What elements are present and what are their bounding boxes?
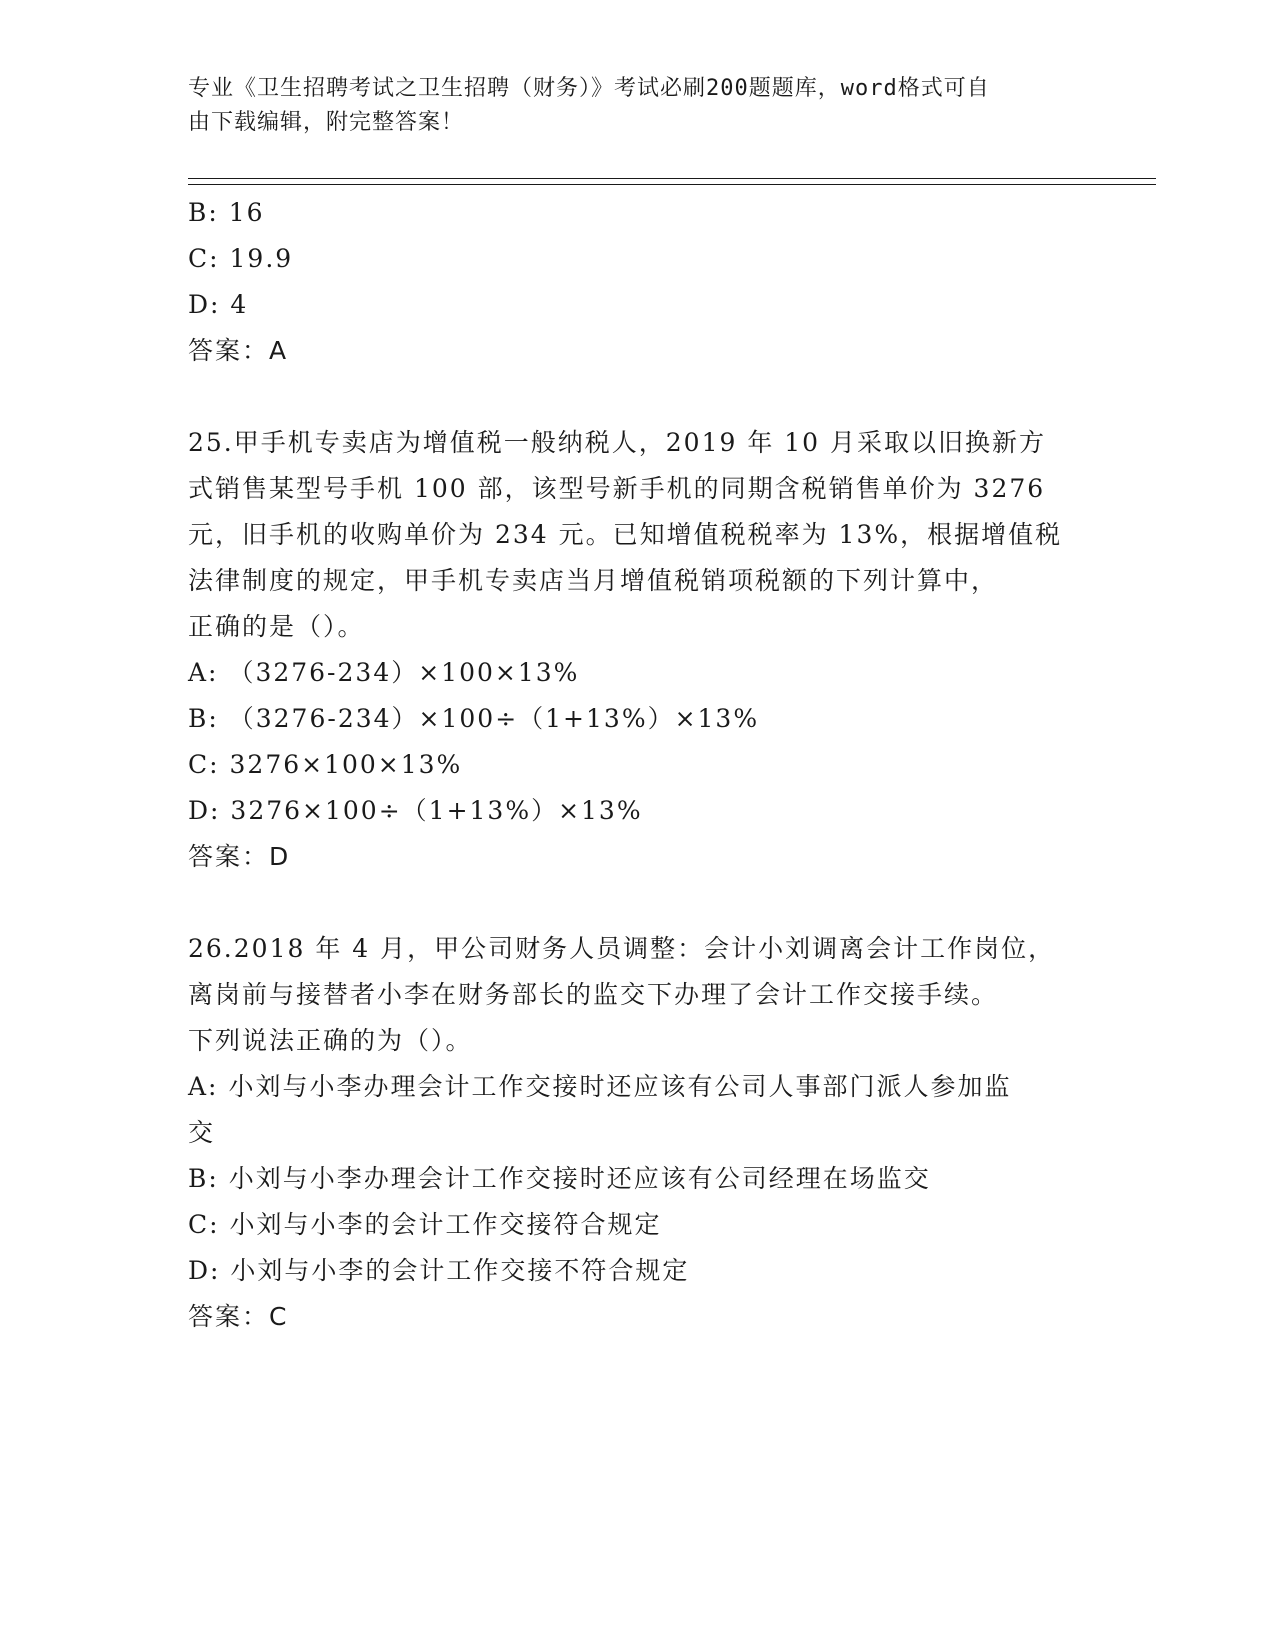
question-stem-line: 26.2018 年 4 月，甲公司财务人员调整：会计小刘调离会计工作岗位， — [188, 934, 1056, 963]
question-stem-line: 法律制度的规定，甲手机专卖店当月增值税销项税额的下列计算中， — [188, 566, 999, 595]
option-b: B: 小刘与小李办理会计工作交接时还应该有公司经理在场监交 — [188, 1164, 931, 1193]
option-c: C: 19.9 — [188, 244, 294, 273]
spacer — [188, 880, 1088, 926]
option-c: C: 3276×100×13% — [188, 750, 463, 779]
document-header — [188, 72, 1068, 140]
question-stem-line: 离岗前与接替者小李在财务部长的监交下办理了会计工作交接手续。 — [188, 980, 999, 1009]
option-c: C: 小刘与小李的会计工作交接符合规定 — [188, 1210, 662, 1239]
header-divider-bottom — [188, 184, 1156, 185]
header-line-1: 专业《卫生招聘考试之卫生招聘（财务）》考试必刷200题题库，word格式可自 — [188, 76, 990, 101]
option-d: D: 小刘与小李的会计工作交接不符合规定 — [188, 1256, 690, 1285]
question-25 — [188, 420, 1088, 880]
header-divider-top — [188, 178, 1156, 179]
option-d: D: 4 — [188, 290, 249, 319]
answer: 答案：C — [188, 1302, 289, 1331]
option-a-continued: 交 — [188, 1118, 216, 1147]
question-stem-line: 下列说法正确的为（）。 — [188, 1026, 473, 1055]
answer: 答案：A — [188, 336, 289, 365]
question-24-tail — [188, 190, 1088, 374]
option-b: B: （3276-234）×100÷（1+13%）×13% — [188, 704, 760, 733]
option-a: A: 小刘与小李办理会计工作交接时还应该有公司人事部门派人参加监 — [188, 1072, 1012, 1101]
question-stem-line: 元，旧手机的收购单价为 234 元。已知增值税税率为 13%，根据增值税 — [188, 520, 1063, 549]
question-stem-line: 式销售某型号手机 100 部，该型号新手机的同期含税销售单价为 3276 — [188, 474, 1046, 503]
option-d: D: 3276×100÷（1+13%）×13% — [188, 796, 643, 825]
option-b: B: 16 — [188, 198, 265, 227]
question-stem-line: 正确的是（）。 — [188, 612, 365, 641]
option-a: A: （3276-234）×100×13% — [188, 658, 580, 687]
document-body — [188, 190, 1088, 1340]
header-line-2: 由下载编辑，附完整答案！ — [188, 110, 465, 135]
spacer — [188, 374, 1088, 420]
answer: 答案：D — [188, 842, 291, 871]
question-stem-line: 25.甲手机专卖店为增值税一般纳税人，2019 年 10 月采取以旧换新方 — [188, 428, 1047, 457]
question-26 — [188, 926, 1088, 1340]
